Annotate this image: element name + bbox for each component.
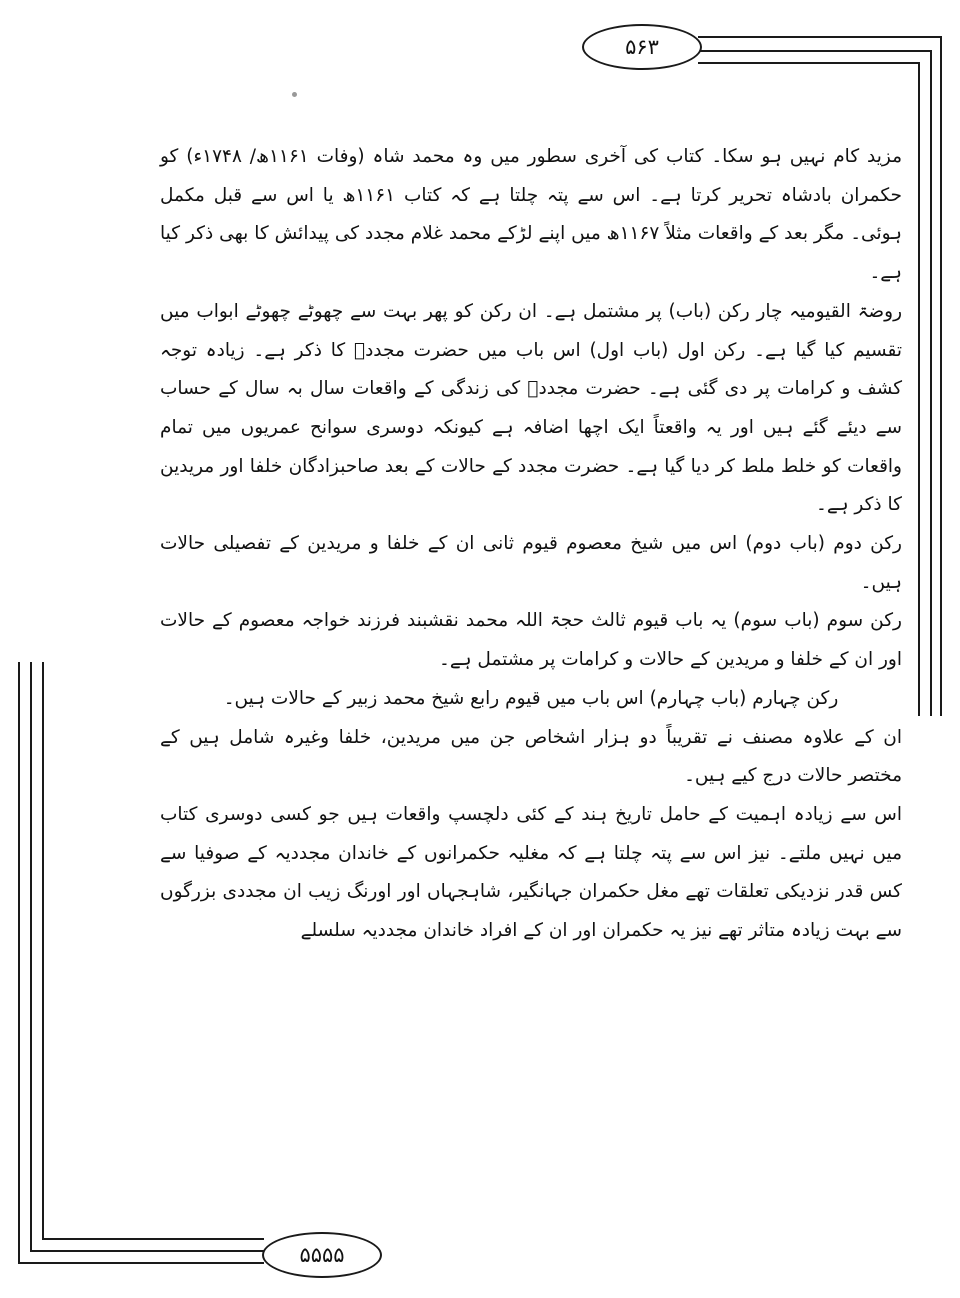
frame-left-line-inner [42,662,44,1238]
frame-right-line-inner [918,62,920,716]
document-body [160,138,902,951]
frame-top-line-inner [698,50,930,52]
frame-right-line-outer [940,36,942,716]
frame-left-line-middle [30,662,32,1250]
paragraph-4: رکن سوم (باب سوم) یہ باب قیوم ثالث حجۃ اللہ محمد نقشبند فرزند خواجہ معصوم کے حالات اور ان کے خلفا و مریدین کے حالات و کرامات پر مشتمل ہے۔ [160,610,902,671]
frame-top-line-outer [698,36,940,38]
frame-left-line-outer [18,662,20,1262]
frame-right-line-middle [930,50,932,716]
page-number-header-text: ۵۶۳ [625,35,659,59]
page-number-header [582,24,702,70]
frame-top-line-third [698,62,920,64]
frame-bottom-line-inner [42,1238,264,1240]
paragraph-6: ان کے علاوہ مصنف نے تقریباً دو ہزار اشخاص جن میں مریدین، خلفا وغیرہ شامل ہیں کے مختصر حالات درج کیے ہیں۔ [160,726,902,787]
scan-speck [292,92,297,97]
frame-bottom-line-outer [18,1262,264,1264]
paragraph-1: مزید کام نہیں ہو سکا۔ کتاب کی آخری سطور میں وہ محمد شاہ (وفات ۱۱۶۱ھ/ ۱۷۴۸ء) کو حکمران بادشاہ تحریر کرتا ہے۔ اس سے پتہ چلتا ہے کہ کتاب ۱۱۶۱ھ یا اس سے قبل مکمل ہوئی۔ مگر بعد کے واقعات مثلاً ۱۱۶۷ھ میں اپنے لڑکے محمد غلام مجدد کی پیدائش کا بھی ذکر کیا ہے۔ [160,146,902,284]
frame-bottom-line-middle [30,1250,264,1252]
page-number-footer [262,1232,382,1278]
page-number-footer-text: ۵۵۵۵ [299,1243,345,1267]
paragraph-5: رکن چہارم (باب چہارم) اس باب میں قیوم رابع شیخ محمد زبیر کے حالات ہیں۔ [223,687,839,709]
paragraph-2: روضۃ القیومیہ چار رکن (باب) پر مشتمل ہے۔ ان رکن کو پھر بہت سے چھوٹے چھوٹے ابواب میں تقسیم کیا گیا ہے۔ رکن اول (باب اول) اس باب میں حضرت مجددؒ کا ذکر ہے۔ زیادہ توجہ کشف و کرامات پر دی گئی ہے۔ حضرت مجددؒ کی زندگی کے واقعات سال بہ سال کے حساب سے دیئے گئے ہیں اور یہ واقعتاً ایک اچھا اضافہ ہے کیونکہ دوسری سوانح عمریوں میں تمام واقعات کو خلط ملط کر دیا گیا ہے۔ حضرت مجدد کے حالات کے بعد صاحبزادگان خلفا اور مریدین کا ذکر ہے۔ [160,300,902,516]
paragraph-7: اس سے زیادہ اہمیت کے حامل تاریخ ہند کے کئی دلچسپ واقعات ہیں جو کسی دوسری کتاب میں نہیں ملتے۔ نیز اس سے پتہ چلتا ہے کہ مغلیہ حکمرانوں کے خاندان مجددیہ کے صوفیا سے کس قدر نزدیکی تعلقات تھے مغل حکمران جہانگیر، شاہجہاں اور اورنگ زیب ان مجددی بزرگوں سے بہت زیادہ متاثر تھے نیز یہ حکمران اور ان کے افراد خاندان مجددیہ سلسلے [160,803,902,942]
paragraph-3: رکن دوم (باب دوم) اس میں شیخ معصوم قیوم ثانی ان کے خلفا و مریدین کے تفصیلی حالات ہیں۔ [160,533,902,593]
